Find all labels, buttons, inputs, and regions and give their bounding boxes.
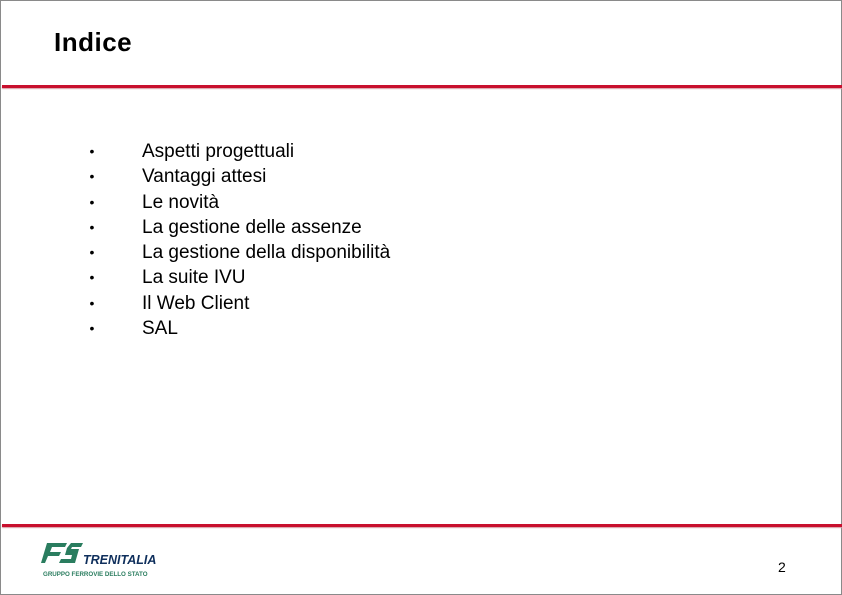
bullet: •: [89, 193, 95, 210]
list-item-label: Il Web Client: [142, 292, 250, 314]
fs-logo-icon: [41, 543, 83, 563]
logo-subtitle: GRUPPO FERROVIE DELLO STATO: [43, 571, 148, 578]
bullet: •: [89, 244, 95, 261]
slide-title: Indice: [54, 27, 133, 57]
bullet: •: [89, 294, 95, 311]
bullet: •: [89, 320, 95, 337]
trenitalia-logo: [41, 538, 161, 580]
footer-divider: [2, 524, 842, 527]
bullet: •: [89, 168, 95, 185]
list-item-label: La suite IVU: [142, 267, 246, 289]
list-item-label: La gestione della disponibilità: [142, 242, 391, 264]
bullet: •: [89, 269, 95, 286]
list-item-label: La gestione delle assenze: [142, 216, 362, 238]
page-number: 2: [778, 559, 786, 575]
bullet: •: [89, 143, 95, 159]
title-divider: [2, 85, 842, 88]
list-item-label: Le novità: [142, 191, 220, 213]
list-item-label: Aspetti progettuali: [142, 141, 295, 162]
bullet: •: [89, 218, 95, 235]
list-item-label: Vantaggi attesi: [142, 166, 267, 188]
logo-wordmark: TRENITALIA: [83, 553, 157, 567]
list-item-label: SAL: [142, 318, 178, 340]
